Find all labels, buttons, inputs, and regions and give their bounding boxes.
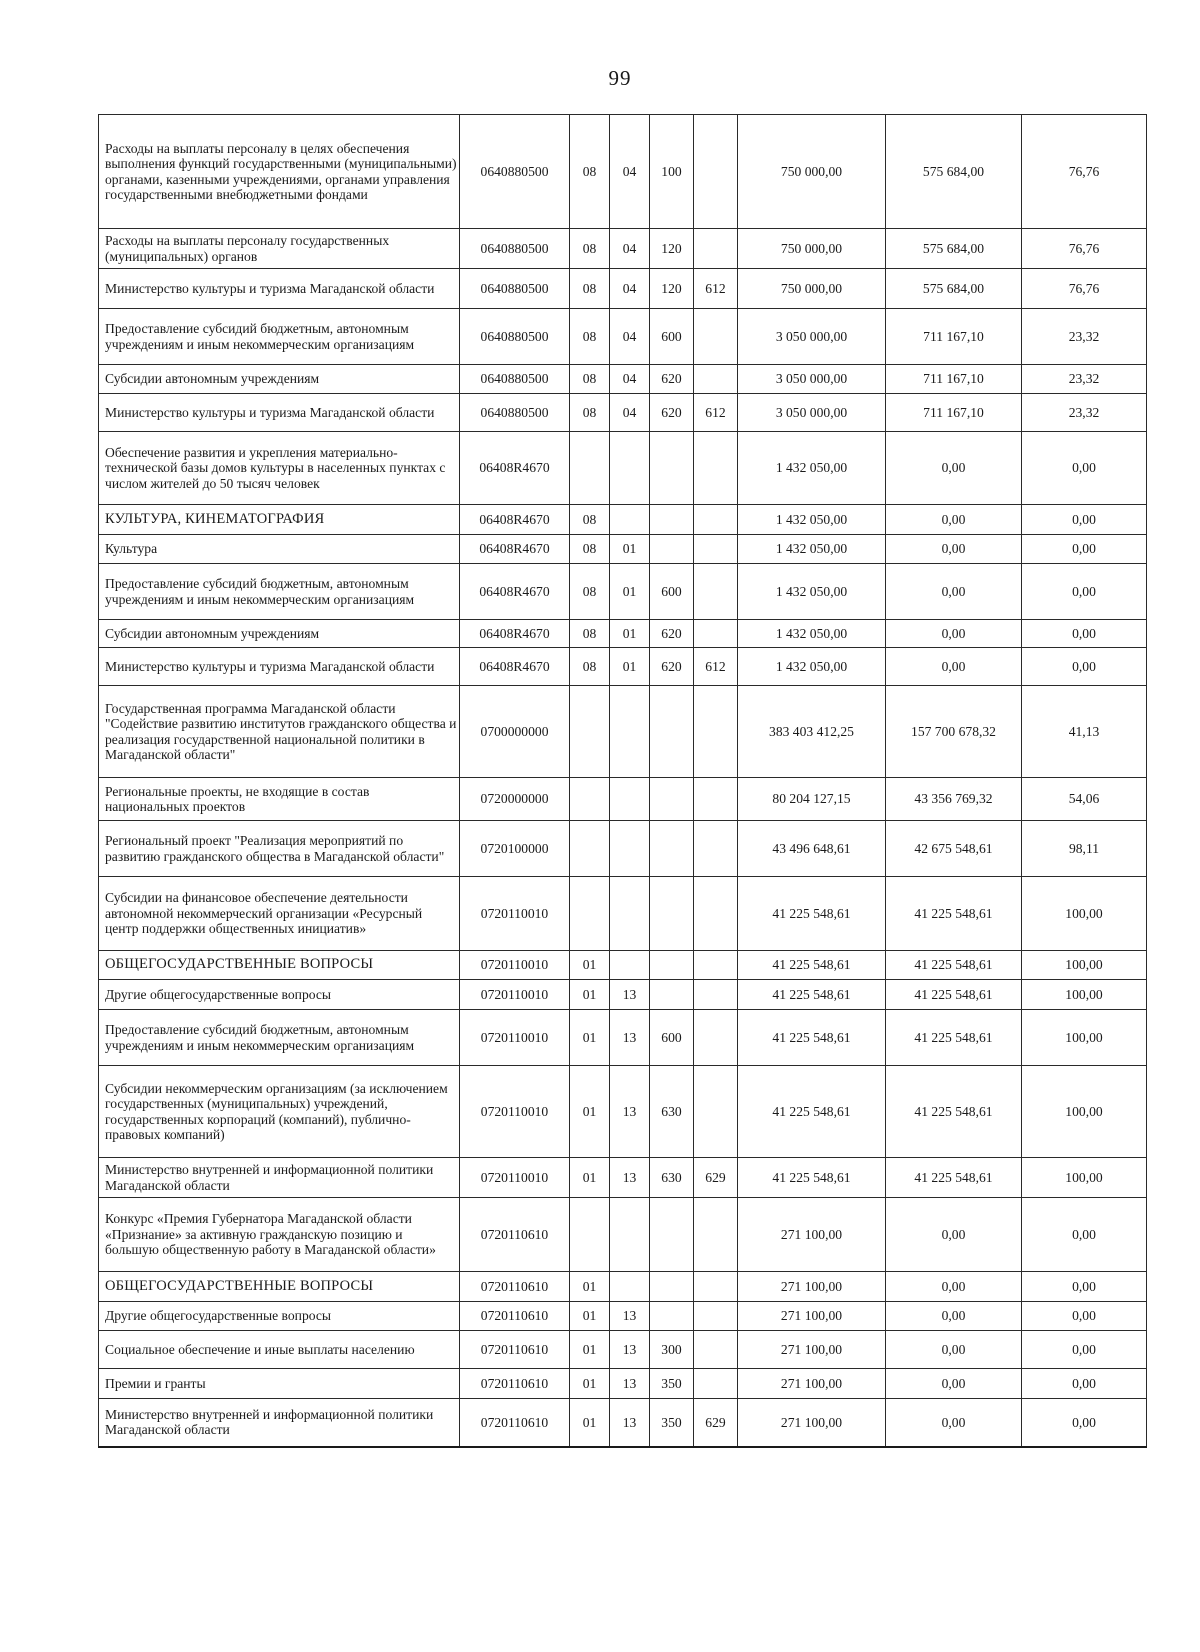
executed-amount-cell: 711 167,10 — [886, 365, 1022, 394]
execution-percent-cell: 0,00 — [1022, 564, 1147, 620]
executed-amount-cell: 0,00 — [886, 432, 1022, 505]
subsection-cell: 01 — [610, 564, 650, 620]
execution-percent-cell: 76,76 — [1022, 229, 1147, 269]
table-row — [99, 115, 1147, 229]
expense-name-cell: Субсидии некоммерческим организациям (за исключением государственных (муниципальных) учреждений, государственных корпораций (компаний), публично-правовых компаний) — [99, 1066, 460, 1158]
subsection-cell: 13 — [610, 1010, 650, 1066]
expense-name-cell: Субсидии автономным учреждениям — [99, 620, 460, 648]
execution-percent-cell: 23,32 — [1022, 394, 1147, 432]
expense-type-cell — [650, 877, 694, 951]
section-cell: 01 — [570, 1302, 610, 1331]
expense-type-cell — [650, 821, 694, 877]
table-row — [99, 1331, 1147, 1369]
subsection-cell — [610, 778, 650, 821]
expense-type-cell — [650, 1198, 694, 1272]
executed-amount-cell: 0,00 — [886, 1399, 1022, 1447]
expense-name-cell: Министерство культуры и туризма Магаданской области — [99, 394, 460, 432]
section-cell — [570, 432, 610, 505]
expense-type-cell: 600 — [650, 309, 694, 365]
grbs-cell: 612 — [694, 269, 738, 309]
planned-amount-cell: 750 000,00 — [738, 269, 886, 309]
grbs-cell — [694, 821, 738, 877]
grbs-cell — [694, 1010, 738, 1066]
planned-amount-cell: 41 225 548,61 — [738, 1158, 886, 1198]
target-code-cell: 0640880500 — [460, 115, 570, 229]
expense-type-cell: 620 — [650, 394, 694, 432]
expense-name-cell: Предоставление субсидий бюджетным, автономным учреждениям и иным некоммерческим организациям — [99, 309, 460, 365]
target-code-cell: 06408R4670 — [460, 505, 570, 535]
table-row — [99, 432, 1147, 505]
expense-name-cell: Министерство культуры и туризма Магаданской области — [99, 648, 460, 686]
table-row — [99, 535, 1147, 564]
executed-amount-cell: 41 225 548,61 — [886, 877, 1022, 951]
expense-name-cell: Региональный проект "Реализация мероприятий по развитию гражданского общества в Магаданской области" — [99, 821, 460, 877]
section-cell — [570, 778, 610, 821]
target-code-cell: 06408R4670 — [460, 535, 570, 564]
planned-amount-cell: 3 050 000,00 — [738, 365, 886, 394]
execution-percent-cell: 76,76 — [1022, 269, 1147, 309]
section-cell: 08 — [570, 620, 610, 648]
section-cell: 01 — [570, 1369, 610, 1399]
executed-amount-cell: 0,00 — [886, 535, 1022, 564]
target-code-cell: 0720110010 — [460, 877, 570, 951]
execution-percent-cell: 0,00 — [1022, 1198, 1147, 1272]
planned-amount-cell: 41 225 548,61 — [738, 1010, 886, 1066]
expense-name-cell: КУЛЬТУРА, КИНЕМАТОГРАФИЯ — [99, 505, 460, 535]
section-cell: 08 — [570, 564, 610, 620]
planned-amount-cell: 271 100,00 — [738, 1331, 886, 1369]
section-cell: 08 — [570, 535, 610, 564]
planned-amount-cell: 41 225 548,61 — [738, 1066, 886, 1158]
executed-amount-cell: 711 167,10 — [886, 309, 1022, 365]
grbs-cell: 612 — [694, 648, 738, 686]
table-row — [99, 309, 1147, 365]
section-cell: 01 — [570, 951, 610, 980]
execution-percent-cell: 0,00 — [1022, 620, 1147, 648]
executed-amount-cell: 0,00 — [886, 1302, 1022, 1331]
planned-amount-cell: 41 225 548,61 — [738, 980, 886, 1010]
subsection-cell: 13 — [610, 1158, 650, 1198]
planned-amount-cell: 41 225 548,61 — [738, 877, 886, 951]
expense-name-cell: Субсидии на финансовое обеспечение деятельности автономной некоммерческий организации «Ресурсный центр поддержки общественных инициатив» — [99, 877, 460, 951]
grbs-cell — [694, 1331, 738, 1369]
target-code-cell: 0720110010 — [460, 1158, 570, 1198]
subsection-cell — [610, 951, 650, 980]
expense-type-cell — [650, 778, 694, 821]
expense-type-cell: 620 — [650, 648, 694, 686]
table-row — [99, 505, 1147, 535]
grbs-cell — [694, 115, 738, 229]
planned-amount-cell: 750 000,00 — [738, 229, 886, 269]
expense-type-cell — [650, 980, 694, 1010]
planned-amount-cell: 80 204 127,15 — [738, 778, 886, 821]
section-cell — [570, 877, 610, 951]
target-code-cell: 0720110610 — [460, 1331, 570, 1369]
table-row — [99, 1272, 1147, 1302]
subsection-cell — [610, 505, 650, 535]
target-code-cell: 06408R4670 — [460, 564, 570, 620]
target-code-cell: 0720110010 — [460, 980, 570, 1010]
section-cell: 08 — [570, 365, 610, 394]
subsection-cell — [610, 686, 650, 778]
executed-amount-cell: 575 684,00 — [886, 229, 1022, 269]
expense-name-cell: Другие общегосударственные вопросы — [99, 1302, 460, 1331]
executed-amount-cell: 157 700 678,32 — [886, 686, 1022, 778]
target-code-cell: 0720110610 — [460, 1272, 570, 1302]
section-cell — [570, 686, 610, 778]
grbs-cell — [694, 229, 738, 269]
grbs-cell — [694, 877, 738, 951]
execution-percent-cell: 0,00 — [1022, 1331, 1147, 1369]
executed-amount-cell: 0,00 — [886, 620, 1022, 648]
execution-percent-cell: 23,32 — [1022, 365, 1147, 394]
expense-type-cell: 630 — [650, 1066, 694, 1158]
expense-type-cell: 600 — [650, 1010, 694, 1066]
executed-amount-cell: 41 225 548,61 — [886, 1066, 1022, 1158]
expense-name-cell: Премии и гранты — [99, 1369, 460, 1399]
execution-percent-cell: 100,00 — [1022, 877, 1147, 951]
execution-percent-cell: 54,06 — [1022, 778, 1147, 821]
expense-name-cell: Другие общегосударственные вопросы — [99, 980, 460, 1010]
section-cell — [570, 821, 610, 877]
table-row — [99, 821, 1147, 877]
expense-name-cell: Министерство внутренней и информационной политики Магаданской области — [99, 1158, 460, 1198]
expense-type-cell: 120 — [650, 229, 694, 269]
target-code-cell: 0640880500 — [460, 269, 570, 309]
target-code-cell: 0640880500 — [460, 365, 570, 394]
budget-execution-table — [98, 114, 1147, 1448]
expense-name-cell: Обеспечение развития и укрепления материально-технической базы домов культуры в населенных пунктах с числом жителей до 50 тысяч человек — [99, 432, 460, 505]
expense-name-cell: Субсидии автономным учреждениям — [99, 365, 460, 394]
grbs-cell — [694, 365, 738, 394]
subsection-cell: 13 — [610, 1399, 650, 1447]
target-code-cell: 0720110610 — [460, 1198, 570, 1272]
execution-percent-cell: 0,00 — [1022, 1369, 1147, 1399]
section-cell: 01 — [570, 1331, 610, 1369]
subsection-cell: 01 — [610, 648, 650, 686]
expense-type-cell — [650, 535, 694, 564]
expense-name-cell: Расходы на выплаты персоналу в целях обеспечения выполнения функций государственными (муниципальными) органами, казенными учреждениями, органами управления государственными внебюджетными фондами — [99, 115, 460, 229]
executed-amount-cell: 42 675 548,61 — [886, 821, 1022, 877]
expense-name-cell: Министерство внутренней и информационной политики Магаданской области — [99, 1399, 460, 1447]
planned-amount-cell: 1 432 050,00 — [738, 648, 886, 686]
expense-type-cell — [650, 505, 694, 535]
execution-percent-cell: 0,00 — [1022, 1399, 1147, 1447]
planned-amount-cell: 41 225 548,61 — [738, 951, 886, 980]
executed-amount-cell: 0,00 — [886, 505, 1022, 535]
planned-amount-cell: 271 100,00 — [738, 1369, 886, 1399]
target-code-cell: 0720000000 — [460, 778, 570, 821]
subsection-cell — [610, 1272, 650, 1302]
planned-amount-cell: 750 000,00 — [738, 115, 886, 229]
section-cell: 01 — [570, 1399, 610, 1447]
subsection-cell: 04 — [610, 269, 650, 309]
executed-amount-cell: 41 225 548,61 — [886, 1010, 1022, 1066]
expense-type-cell — [650, 1272, 694, 1302]
executed-amount-cell: 0,00 — [886, 1198, 1022, 1272]
expense-name-cell: Министерство культуры и туризма Магаданской области — [99, 269, 460, 309]
section-cell: 01 — [570, 1010, 610, 1066]
subsection-cell: 13 — [610, 980, 650, 1010]
executed-amount-cell: 0,00 — [886, 1369, 1022, 1399]
section-cell: 08 — [570, 505, 610, 535]
expense-type-cell: 620 — [650, 365, 694, 394]
subsection-cell: 13 — [610, 1331, 650, 1369]
expense-name-cell: Конкурс «Премия Губернатора Магаданской области «Признание» за активную гражданскую позицию и большую общественную работу в Магаданской области» — [99, 1198, 460, 1272]
target-code-cell: 06408R4670 — [460, 432, 570, 505]
subsection-cell: 01 — [610, 620, 650, 648]
grbs-cell — [694, 432, 738, 505]
table-row — [99, 648, 1147, 686]
target-code-cell: 0720110010 — [460, 951, 570, 980]
planned-amount-cell: 43 496 648,61 — [738, 821, 886, 877]
target-code-cell: 06408R4670 — [460, 648, 570, 686]
table-row — [99, 394, 1147, 432]
planned-amount-cell: 1 432 050,00 — [738, 432, 886, 505]
grbs-cell — [694, 564, 738, 620]
section-cell: 08 — [570, 229, 610, 269]
executed-amount-cell: 575 684,00 — [886, 115, 1022, 229]
expense-type-cell: 620 — [650, 620, 694, 648]
table-row — [99, 1302, 1147, 1331]
subsection-cell — [610, 877, 650, 951]
grbs-cell — [694, 1302, 738, 1331]
execution-percent-cell: 0,00 — [1022, 1302, 1147, 1331]
expense-type-cell: 600 — [650, 564, 694, 620]
grbs-cell: 629 — [694, 1399, 738, 1447]
subsection-cell: 04 — [610, 394, 650, 432]
execution-percent-cell: 100,00 — [1022, 951, 1147, 980]
executed-amount-cell: 41 225 548,61 — [886, 980, 1022, 1010]
grbs-cell — [694, 951, 738, 980]
expense-name-cell: Региональные проекты, не входящие в состав национальных проектов — [99, 778, 460, 821]
target-code-cell: 0640880500 — [460, 394, 570, 432]
execution-percent-cell: 100,00 — [1022, 1010, 1147, 1066]
executed-amount-cell: 0,00 — [886, 1272, 1022, 1302]
table-row — [99, 1010, 1147, 1066]
subsection-cell — [610, 1198, 650, 1272]
grbs-cell — [694, 1066, 738, 1158]
subsection-cell: 04 — [610, 229, 650, 269]
subsection-cell: 04 — [610, 115, 650, 229]
subsection-cell: 04 — [610, 365, 650, 394]
executed-amount-cell: 711 167,10 — [886, 394, 1022, 432]
execution-percent-cell: 0,00 — [1022, 505, 1147, 535]
section-cell: 01 — [570, 980, 610, 1010]
section-cell: 08 — [570, 269, 610, 309]
subsection-cell: 13 — [610, 1066, 650, 1158]
grbs-cell: 612 — [694, 394, 738, 432]
execution-percent-cell: 0,00 — [1022, 1272, 1147, 1302]
grbs-cell — [694, 505, 738, 535]
expense-name-cell: Предоставление субсидий бюджетным, автономным учреждениям и иным некоммерческим организациям — [99, 1010, 460, 1066]
section-cell: 08 — [570, 394, 610, 432]
expense-name-cell: ОБЩЕГОСУДАРСТВЕННЫЕ ВОПРОСЫ — [99, 1272, 460, 1302]
planned-amount-cell: 271 100,00 — [738, 1272, 886, 1302]
grbs-cell — [694, 620, 738, 648]
grbs-cell — [694, 980, 738, 1010]
expense-type-cell: 300 — [650, 1331, 694, 1369]
expense-type-cell — [650, 686, 694, 778]
grbs-cell — [694, 686, 738, 778]
executed-amount-cell: 41 225 548,61 — [886, 1158, 1022, 1198]
planned-amount-cell: 271 100,00 — [738, 1302, 886, 1331]
grbs-cell — [694, 778, 738, 821]
target-code-cell: 0720110610 — [460, 1369, 570, 1399]
executed-amount-cell: 575 684,00 — [886, 269, 1022, 309]
execution-percent-cell: 100,00 — [1022, 1066, 1147, 1158]
expense-type-cell — [650, 432, 694, 505]
planned-amount-cell: 3 050 000,00 — [738, 394, 886, 432]
table-row — [99, 686, 1147, 778]
subsection-cell: 01 — [610, 535, 650, 564]
table-row — [99, 951, 1147, 980]
execution-percent-cell: 41,13 — [1022, 686, 1147, 778]
planned-amount-cell: 1 432 050,00 — [738, 505, 886, 535]
subsection-cell: 13 — [610, 1369, 650, 1399]
expense-type-cell — [650, 1302, 694, 1331]
planned-amount-cell: 383 403 412,25 — [738, 686, 886, 778]
grbs-cell — [694, 1198, 738, 1272]
expense-name-cell: Расходы на выплаты персоналу государственных (муниципальных) органов — [99, 229, 460, 269]
expense-type-cell: 350 — [650, 1399, 694, 1447]
table-row — [99, 877, 1147, 951]
expense-name-cell: ОБЩЕГОСУДАРСТВЕННЫЕ ВОПРОСЫ — [99, 951, 460, 980]
executed-amount-cell: 0,00 — [886, 648, 1022, 686]
target-code-cell: 0700000000 — [460, 686, 570, 778]
section-cell: 08 — [570, 648, 610, 686]
subsection-cell — [610, 432, 650, 505]
table-row — [99, 229, 1147, 269]
grbs-cell: 629 — [694, 1158, 738, 1198]
execution-percent-cell: 98,11 — [1022, 821, 1147, 877]
execution-percent-cell: 23,32 — [1022, 309, 1147, 365]
table-row — [99, 1198, 1147, 1272]
page-number: 99 — [608, 66, 632, 90]
expense-name-cell: Предоставление субсидий бюджетным, автономным учреждениям и иным некоммерческим организациям — [99, 564, 460, 620]
table-row — [99, 1399, 1147, 1447]
expense-name-cell: Социальное обеспечение и иные выплаты населению — [99, 1331, 460, 1369]
section-cell: 01 — [570, 1066, 610, 1158]
expense-type-cell: 100 — [650, 115, 694, 229]
planned-amount-cell: 1 432 050,00 — [738, 535, 886, 564]
table-body — [99, 115, 1147, 1447]
subsection-cell: 04 — [610, 309, 650, 365]
target-code-cell: 0720110010 — [460, 1010, 570, 1066]
expense-type-cell — [650, 951, 694, 980]
planned-amount-cell: 1 432 050,00 — [738, 564, 886, 620]
execution-percent-cell: 100,00 — [1022, 1158, 1147, 1198]
execution-percent-cell: 0,00 — [1022, 535, 1147, 564]
target-code-cell: 0720100000 — [460, 821, 570, 877]
execution-percent-cell: 0,00 — [1022, 432, 1147, 505]
section-cell: 08 — [570, 115, 610, 229]
section-cell — [570, 1198, 610, 1272]
execution-percent-cell: 100,00 — [1022, 980, 1147, 1010]
grbs-cell — [694, 309, 738, 365]
expense-name-cell: Государственная программа Магаданской области "Содействие развитию институтов гражданского общества и реализация государственной национальной политики в Магаданской области" — [99, 686, 460, 778]
executed-amount-cell: 0,00 — [886, 564, 1022, 620]
executed-amount-cell: 0,00 — [886, 1331, 1022, 1369]
table-row — [99, 564, 1147, 620]
grbs-cell — [694, 535, 738, 564]
expense-type-cell: 120 — [650, 269, 694, 309]
target-code-cell: 0720110610 — [460, 1302, 570, 1331]
section-cell: 08 — [570, 309, 610, 365]
grbs-cell — [694, 1272, 738, 1302]
target-code-cell: 0640880500 — [460, 229, 570, 269]
target-code-cell: 06408R4670 — [460, 620, 570, 648]
target-code-cell: 0720110610 — [460, 1399, 570, 1447]
executed-amount-cell: 43 356 769,32 — [886, 778, 1022, 821]
table-row — [99, 1158, 1147, 1198]
expense-type-cell: 630 — [650, 1158, 694, 1198]
target-code-cell: 0720110010 — [460, 1066, 570, 1158]
target-code-cell: 0640880500 — [460, 309, 570, 365]
executed-amount-cell: 41 225 548,61 — [886, 951, 1022, 980]
section-cell: 01 — [570, 1158, 610, 1198]
subsection-cell — [610, 821, 650, 877]
planned-amount-cell: 3 050 000,00 — [738, 309, 886, 365]
planned-amount-cell: 271 100,00 — [738, 1198, 886, 1272]
expense-name-cell: Культура — [99, 535, 460, 564]
planned-amount-cell: 1 432 050,00 — [738, 620, 886, 648]
execution-percent-cell: 76,76 — [1022, 115, 1147, 229]
table-row — [99, 1066, 1147, 1158]
table-row — [99, 620, 1147, 648]
table-row — [99, 980, 1147, 1010]
section-cell: 01 — [570, 1272, 610, 1302]
expense-type-cell: 350 — [650, 1369, 694, 1399]
table-row — [99, 365, 1147, 394]
grbs-cell — [694, 1369, 738, 1399]
table-row — [99, 778, 1147, 821]
subsection-cell: 13 — [610, 1302, 650, 1331]
execution-percent-cell: 0,00 — [1022, 648, 1147, 686]
table-row — [99, 269, 1147, 309]
planned-amount-cell: 271 100,00 — [738, 1399, 886, 1447]
table-row — [99, 1369, 1147, 1399]
